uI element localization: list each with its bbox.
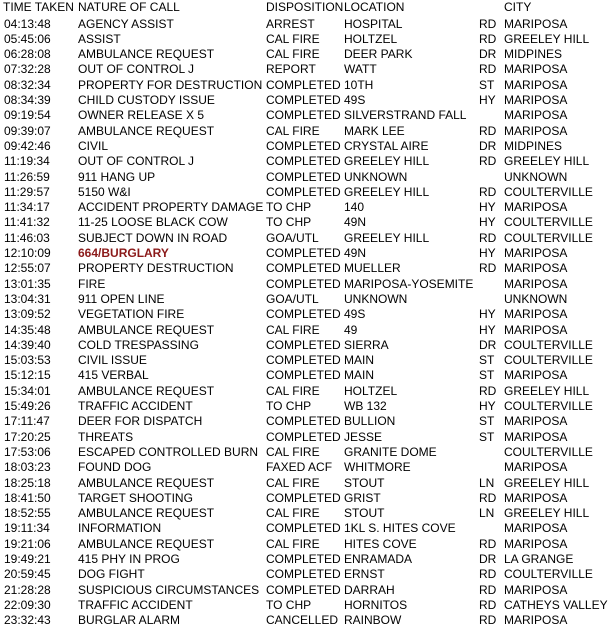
row-street-type: DR <box>479 47 497 62</box>
row-location: GREELEY HILL <box>344 230 430 245</box>
table-row <box>0 246 614 261</box>
row-disposition: COMPLETED <box>266 77 341 92</box>
row-time: 08:32:34 <box>4 77 51 92</box>
table-row <box>0 537 614 552</box>
row-location: WATT <box>344 62 377 77</box>
row-location: MAIN <box>344 353 374 368</box>
row-nature: AMBULANCE REQUEST <box>78 123 215 138</box>
row-location: 49S <box>344 307 366 322</box>
row-time: 09:39:07 <box>4 123 51 138</box>
row-street-type: HY <box>479 215 496 230</box>
table-row <box>0 521 614 536</box>
row-disposition: CAL FIRE <box>266 47 320 62</box>
row-time: 05:45:06 <box>4 31 51 46</box>
table-row <box>0 62 614 77</box>
row-nature: TARGET SHOOTING <box>78 490 193 505</box>
table-row <box>0 277 614 292</box>
row-time: 19:21:06 <box>4 536 51 551</box>
row-nature: ASSIST <box>78 31 121 46</box>
row-location: GREELEY HILL <box>344 184 430 199</box>
row-city: MIDPINES <box>504 47 563 62</box>
table-row <box>0 307 614 322</box>
row-disposition: CAL FIRE <box>266 506 320 521</box>
row-city: MARIPOSA <box>504 200 568 215</box>
table-row <box>0 414 614 429</box>
row-nature: OUT OF CONTROL J <box>78 154 195 169</box>
row-disposition: COMPLETED <box>266 108 341 123</box>
row-street-type: RD <box>479 31 497 46</box>
row-disposition: COMPLETED <box>266 276 341 291</box>
row-city: MARIPOSA <box>504 261 568 276</box>
row-disposition: GOA/UTL <box>266 291 319 306</box>
table-row <box>0 32 614 47</box>
row-disposition: COMPLETED <box>266 582 341 597</box>
header-row <box>0 0 614 15</box>
row-location: RAINBOW <box>344 613 402 628</box>
row-disposition: TO CHP <box>266 215 312 230</box>
row-location: MARK LEE <box>344 123 405 138</box>
row-street-type: HY <box>479 246 496 260</box>
row-city: COULTERVILLE <box>504 444 593 459</box>
row-time: 12:55:07 <box>4 261 51 276</box>
row-city: COULTERVILLE <box>504 230 593 245</box>
row-time: 07:32:28 <box>4 62 51 77</box>
table-row <box>0 598 614 613</box>
table-row <box>0 430 614 445</box>
row-street-type: LN <box>479 475 495 490</box>
row-time: 19:49:21 <box>4 552 51 566</box>
row-nature: SUBJECT DOWN IN ROAD <box>78 230 228 245</box>
row-street-type: RD <box>479 536 497 551</box>
row-nature: TRAFFIC ACCIDENT <box>78 597 193 612</box>
row-time: 15:12:15 <box>4 368 51 383</box>
row-time: 17:53:06 <box>4 444 51 459</box>
row-disposition: COMPLETED <box>266 353 341 368</box>
table-row <box>0 353 614 368</box>
row-location: GRIST <box>344 490 381 505</box>
row-time: 19:11:34 <box>4 521 50 536</box>
row-time: 23:32:43 <box>4 613 51 628</box>
row-location: MAIN <box>344 368 374 383</box>
row-time: 08:34:39 <box>4 93 51 107</box>
row-city: CATHEYS VALLEY <box>504 597 608 612</box>
row-location: DARRAH <box>344 582 395 597</box>
row-nature: AMBULANCE REQUEST <box>78 322 215 337</box>
row-street-type: ST <box>479 353 495 368</box>
row-time: 11:29:57 <box>4 184 50 199</box>
row-street-type: ST <box>479 414 495 429</box>
row-location: HORNITOS <box>344 597 408 612</box>
row-city: COULTERVILLE <box>504 184 593 199</box>
row-location: JESSE <box>344 429 383 444</box>
row-city: MARIPOSA <box>504 429 568 444</box>
row-time: 17:20:25 <box>4 429 51 444</box>
row-street-type: RD <box>479 184 497 199</box>
table-row <box>0 93 614 108</box>
row-time: 11:34:17 <box>4 200 50 215</box>
row-nature: DEER FOR DISPATCH <box>78 414 203 429</box>
row-nature: CHILD CUSTODY ISSUE <box>78 93 215 107</box>
row-nature: PROPERTY FOR DESTRUCTION <box>78 77 263 92</box>
row-time: 06:28:08 <box>4 47 51 62</box>
table-row <box>0 399 614 414</box>
row-city: MARIPOSA <box>504 536 568 551</box>
row-city: GREELEY HILL <box>504 383 590 398</box>
table-row <box>0 384 614 399</box>
row-nature: TRAFFIC ACCIDENT <box>78 399 193 413</box>
row-disposition: CAL FIRE <box>266 536 320 551</box>
row-disposition: CAL FIRE <box>266 123 320 138</box>
row-disposition: COMPLETED <box>266 368 341 383</box>
row-street-type: RD <box>479 383 497 398</box>
row-street-type: RD <box>479 613 497 628</box>
row-time: 11:46:03 <box>4 230 50 245</box>
row-disposition: CAL FIRE <box>266 444 320 459</box>
row-time: 12:10:09 <box>4 246 51 260</box>
table-row <box>0 323 614 338</box>
table-row <box>0 552 614 567</box>
row-location: WB 132 <box>344 399 387 413</box>
row-nature: AMBULANCE REQUEST <box>78 475 215 490</box>
row-street-type: RD <box>479 123 497 138</box>
row-city: MARIPOSA <box>504 490 568 505</box>
row-location: 49N <box>344 246 367 260</box>
row-nature: 911 HANG UP <box>78 169 156 184</box>
row-time: 18:41:50 <box>4 490 51 505</box>
row-location: 49 <box>344 322 358 337</box>
row-city: MARIPOSA <box>504 521 568 536</box>
row-disposition: TO CHP <box>266 597 312 612</box>
row-time: 11:19:34 <box>4 154 50 169</box>
row-nature: FIRE <box>78 276 106 291</box>
row-time: 11:41:32 <box>4 215 50 230</box>
row-nature: PROPERTY DESTRUCTION <box>78 261 234 276</box>
row-location: SIERRA <box>344 337 389 352</box>
table-row <box>0 124 614 139</box>
row-time: 13:01:35 <box>4 276 51 291</box>
row-location: 140 <box>344 200 365 215</box>
row-disposition: COMPLETED <box>266 307 341 322</box>
row-street-type: DR <box>479 138 497 153</box>
row-time: 09:19:54 <box>4 108 51 123</box>
row-time: 11:26:59 <box>4 169 50 184</box>
row-disposition: TO CHP <box>266 399 312 413</box>
row-nature: INFORMATION <box>78 521 162 536</box>
row-city: UNKNOWN <box>504 291 568 306</box>
row-location: HOLTZEL <box>344 31 398 46</box>
row-location: 49S <box>344 93 366 107</box>
row-disposition: CAL FIRE <box>266 475 320 490</box>
row-disposition: COMPLETED <box>266 169 341 184</box>
table-row <box>0 292 614 307</box>
row-location: HITES COVE <box>344 536 417 551</box>
row-time: 20:59:45 <box>4 567 51 582</box>
table-row <box>0 445 614 460</box>
table-row <box>0 200 614 215</box>
row-nature: AMBULANCE REQUEST <box>78 47 215 62</box>
row-nature: BURGLAR ALARM <box>78 613 181 628</box>
row-location: CRYSTAL AIRE <box>344 138 429 153</box>
row-city: MARIPOSA <box>504 414 568 429</box>
row-location: MUELLER <box>344 261 401 276</box>
row-time: 13:09:52 <box>4 307 51 322</box>
row-nature: CIVIL ISSUE <box>78 353 147 368</box>
row-city: UNKNOWN <box>504 169 568 184</box>
row-time: 09:42:46 <box>4 138 51 153</box>
table-row <box>0 613 614 628</box>
row-location: WHITMORE <box>344 460 411 475</box>
row-disposition: TO CHP <box>266 200 312 215</box>
row-city: COULTERVILLE <box>504 337 593 352</box>
row-city: MARIPOSA <box>504 123 568 138</box>
row-street-type: HY <box>479 307 496 322</box>
row-time: 14:39:40 <box>4 337 51 352</box>
row-city: GREELEY HILL <box>504 506 590 521</box>
row-nature: 911 OPEN LINE <box>78 291 165 306</box>
row-time: 14:35:48 <box>4 322 51 337</box>
row-nature: 11-25 LOOSE BLACK COW <box>78 215 228 230</box>
row-nature: 415 VERBAL <box>78 368 149 383</box>
row-time: 18:52:55 <box>4 506 51 521</box>
row-city: LA GRANGE <box>504 552 574 566</box>
row-street-type: ST <box>479 368 495 383</box>
row-disposition: COMPLETED <box>266 567 341 582</box>
row-disposition: COMPLETED <box>266 552 341 566</box>
table-row <box>0 47 614 62</box>
row-location: ERNST <box>344 567 385 582</box>
row-location: MARIPOSA-YOSEMITE <box>344 276 474 291</box>
row-city: MARIPOSA <box>504 276 568 291</box>
row-street-type: RD <box>479 230 497 245</box>
table-row <box>0 261 614 276</box>
row-street-type: RD <box>479 597 497 612</box>
row-location: DEER PARK <box>344 47 413 62</box>
row-time: 18:03:23 <box>4 460 51 475</box>
table-row <box>0 583 614 598</box>
row-street-type: ST <box>479 429 495 444</box>
table-row <box>0 460 614 475</box>
row-disposition: COMPLETED <box>266 521 341 536</box>
row-street-type: HY <box>479 399 496 413</box>
row-nature: AMBULANCE REQUEST <box>78 506 215 521</box>
row-city: COULTERVILLE <box>504 399 593 413</box>
row-city: MARIPOSA <box>504 108 568 123</box>
row-city: COULTERVILLE <box>504 567 593 582</box>
row-nature: AGENCY ASSIST <box>78 16 174 31</box>
table-row <box>0 17 614 32</box>
row-disposition: CAL FIRE <box>266 383 320 398</box>
row-disposition: CANCELLED <box>266 613 339 628</box>
row-nature: OWNER RELEASE X 5 <box>78 108 205 123</box>
row-city: MARIPOSA <box>504 16 568 31</box>
row-street-type: LN <box>479 506 495 521</box>
row-street-type: RD <box>479 154 497 169</box>
row-disposition: COMPLETED <box>266 138 341 153</box>
row-city: COULTERVILLE <box>504 353 593 368</box>
row-city: MARIPOSA <box>504 582 568 597</box>
table-row <box>0 78 614 93</box>
row-disposition: CAL FIRE <box>266 322 320 337</box>
row-city: MARIPOSA <box>504 307 568 322</box>
row-nature: AMBULANCE REQUEST <box>78 383 215 398</box>
header-location: LOCATION <box>344 0 405 14</box>
row-disposition: COMPLETED <box>266 246 341 260</box>
row-nature: FOUND DOG <box>78 460 152 475</box>
table-row <box>0 231 614 246</box>
row-nature: 5150 W&I <box>78 184 131 199</box>
row-location: 49N <box>344 215 367 230</box>
row-nature: VEGETATION FIRE <box>78 307 185 322</box>
row-disposition: COMPLETED <box>266 414 341 429</box>
row-disposition: FAXED ACF <box>266 460 333 475</box>
row-time: 18:25:18 <box>4 475 51 490</box>
row-location: UNKNOWN <box>344 291 408 306</box>
row-disposition: COMPLETED <box>266 490 341 505</box>
row-street-type: RD <box>479 490 497 505</box>
table-row <box>0 139 614 154</box>
row-city: GREELEY HILL <box>504 475 590 490</box>
row-time: 15:49:26 <box>4 399 51 413</box>
row-nature: THREATS <box>78 429 134 444</box>
row-street-type: HY <box>479 322 496 337</box>
row-nature: ESCAPED CONTROLLED BURN <box>78 444 259 459</box>
row-street-type: RD <box>479 261 497 276</box>
row-street-type: HY <box>479 93 496 107</box>
row-location: UNKNOWN <box>344 169 408 184</box>
row-city: MARIPOSA <box>504 368 568 383</box>
table-row <box>0 108 614 123</box>
row-city: MARIPOSA <box>504 246 568 260</box>
header-city: CITY <box>504 0 532 14</box>
table-row <box>0 338 614 353</box>
row-location: GRANITE DOME <box>344 444 437 459</box>
row-street-type: HY <box>479 200 496 215</box>
row-location: GREELEY HILL <box>344 154 430 169</box>
row-time: 22:09:30 <box>4 597 51 612</box>
header-nature: NATURE OF CALL <box>78 0 180 14</box>
row-nature: OUT OF CONTROL J <box>78 62 195 77</box>
row-street-type: DR <box>479 337 497 352</box>
row-street-type: RD <box>479 582 497 597</box>
row-disposition: COMPLETED <box>266 93 341 107</box>
row-location: 10TH <box>344 77 374 92</box>
row-time: 13:04:31 <box>4 291 51 306</box>
row-nature: 415 PHY IN PROG <box>78 552 180 566</box>
row-street-type: DR <box>479 552 497 566</box>
row-nature: COLD TRESPASSING <box>78 337 199 352</box>
row-city: GREELEY HILL <box>504 31 590 46</box>
row-street-type: ST <box>479 77 495 92</box>
row-disposition: COMPLETED <box>266 337 341 352</box>
row-disposition: ARREST <box>266 16 315 31</box>
row-time: 15:34:01 <box>4 383 51 398</box>
table-row <box>0 476 614 491</box>
row-street-type: RD <box>479 16 497 31</box>
header-time: TIME TAKEN <box>3 0 74 14</box>
row-city: COULTERVILLE <box>504 215 593 230</box>
table-row <box>0 506 614 521</box>
table-row <box>0 185 614 200</box>
row-nature: AMBULANCE REQUEST <box>78 536 215 551</box>
row-city: MARIPOSA <box>504 322 568 337</box>
table-row <box>0 567 614 582</box>
row-nature: SUSPICIOUS CIRCUMSTANCES <box>78 582 260 597</box>
table-row <box>0 170 614 185</box>
row-city: MIDPINES <box>504 138 563 153</box>
row-city: MARIPOSA <box>504 613 568 628</box>
row-location: 1KL S. HITES COVE <box>344 521 456 536</box>
row-location: STOUT <box>344 475 385 490</box>
row-disposition: COMPLETED <box>266 429 341 444</box>
row-city: MARIPOSA <box>504 77 568 92</box>
row-disposition: GOA/UTL <box>266 230 319 245</box>
row-time: 15:03:53 <box>4 353 51 368</box>
row-nature: 664/BURGLARY <box>78 246 169 260</box>
row-nature: CIVIL <box>78 138 109 153</box>
table-row <box>0 491 614 506</box>
row-location: STOUT <box>344 506 385 521</box>
row-time: 04:13:48 <box>4 16 51 31</box>
row-street-type: RD <box>479 62 497 77</box>
row-location: ENRAMADA <box>344 552 413 566</box>
row-location: SILVERSTRAND FALL <box>344 108 467 123</box>
table-row <box>0 215 614 230</box>
row-time: 17:11:47 <box>4 414 50 429</box>
row-disposition: CAL FIRE <box>266 31 320 46</box>
row-location: BULLION <box>344 414 396 429</box>
row-location: HOSPITAL <box>344 16 403 31</box>
row-city: GREELEY HILL <box>504 154 590 169</box>
header-disposition: DISPOSITION <box>266 0 344 14</box>
row-nature: ACCIDENT PROPERTY DAMAGE <box>78 200 264 215</box>
row-disposition: COMPLETED <box>266 184 341 199</box>
row-city: MARIPOSA <box>504 62 568 77</box>
row-street-type: RD <box>479 567 497 582</box>
row-nature: DOG FIGHT <box>78 567 145 582</box>
row-city: MARIPOSA <box>504 460 568 475</box>
row-time: 21:28:28 <box>4 582 51 597</box>
row-disposition: COMPLETED <box>266 154 341 169</box>
row-city: MARIPOSA <box>504 93 568 107</box>
row-disposition: COMPLETED <box>266 261 341 276</box>
row-disposition: REPORT <box>266 62 316 77</box>
row-location: HOLTZEL <box>344 383 398 398</box>
table-row <box>0 368 614 383</box>
table-row <box>0 154 614 169</box>
